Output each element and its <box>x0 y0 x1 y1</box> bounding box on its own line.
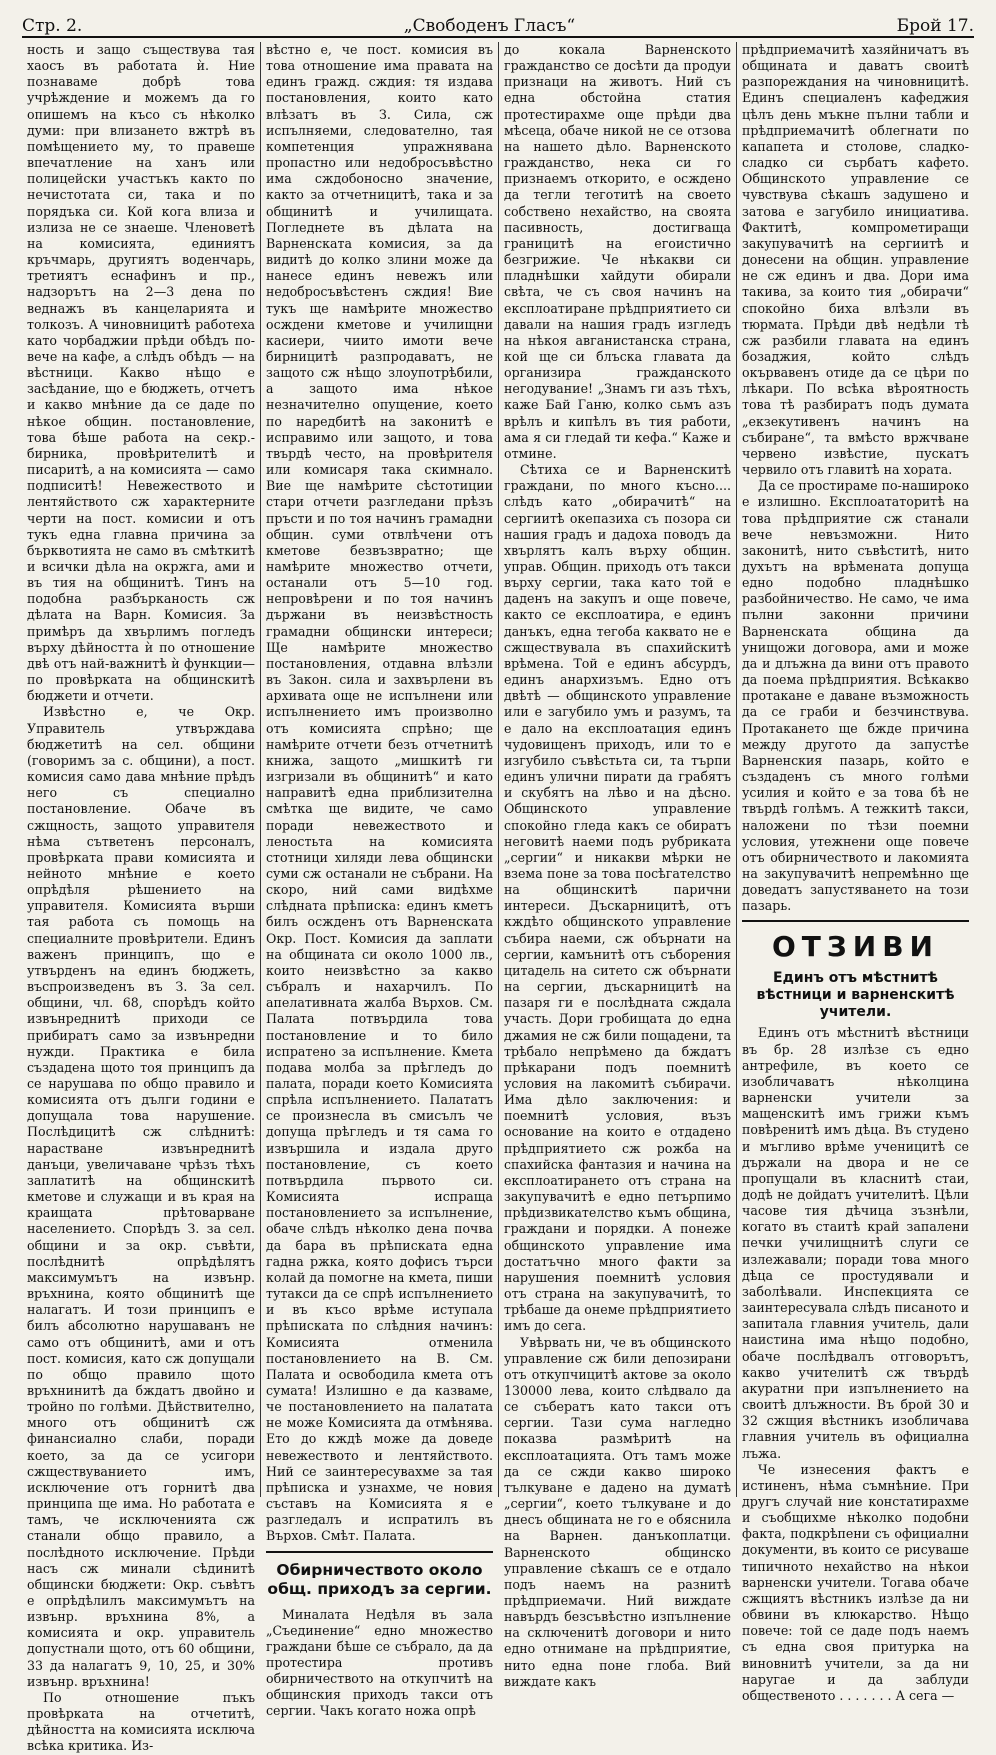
paragraph: Че изнесения фактъ е истиненъ, нѣма съмнѣние. При другъ случай ние констатирахме и съобщихме нѣколко подобни факта, подкрѣпени съ официални документи, въ които се рисуваше типичното нехайство на нѣкои варненски учители. Тогава обаче сжщиятъ вѣстникъ излѣзе да ни обвини въ клюкарство. Нѣщо повече: той се даде подъ наемъ съ една своя притурка на виновнитѣ учители, за да ни наругае и да заблуди общественото . . . . . . . А сега — <box>742 1461 969 1703</box>
paragraph: до кокала Варненското гражданство се досѣти да продуи признаци на животъ. Ний съ една обстойна статия протестирахме още прѣди два мѣсеца, обаче никой не се отзова на нашето дѣло. Варненското гражданство, нека си го признаемъ откорито, е осждено да тегли теготитѣ на своето собствено нехайство, на своята пасивность, достигваща границитѣ на егоистично безгрижие. Че нѣкакви си пладнѣшки хайдути обирали свѣта, че съ своя начинъ на експлоатиране прѣдприятието си давали на нашия градъ изгледъ на нѣкоя авганистанска страна, кой ще си блъска главата да организира гражданското негодувание! „Знамъ ги азъ тѣхъ, каже Бай Ганю, колко сьмъ азъ врѣлъ и кипѣлъ въ тия работи, ама я си гледай ти кефа.“ Каже и отмине. <box>504 42 731 461</box>
paragraph: Единъ отъ мѣстнитѣ вѣстници въ бр. 28 излѣзе съ едно антрефиле, въ което се изобличаватъ нѣколцина варненски учители за мащенскитѣ имъ грижи къмъ повѣренитѣ имъ дѣца. Въ студено и мъгливо врѣме ученицитѣ се държали на двора и не се пропущали въ класнитѣ стаи, додѣ не дойдатъ учителитѣ. Цѣли часове тия дѣчица зъзнѣли, когато въ стаитѣ край запалени печки училищнитѣ слуги се излежавали; поради това много дѣца се простудявали и заболѣвали. Инспекцията се заинтересувала слѣдъ писаното и запитала главния учитель, дали наистина има нѣщо подобно, обаче послѣдвалъ отговорътъ, какво учителитѣ сж твърдѣ акуратни при изпълнението на своитѣ длъжности. Въ брой 30 и 32 сжщия вѣстникъ изобличава главния учитель въ официална лъжа. <box>742 1025 969 1461</box>
paragraph: вѣстно е, че пост. комисия въ това отношение има правата на единъ гражд. сждия: тя издава постановления, които като влѣзатъ въ З. Сила, сж испълняеми, следователно, тая компетенция упражнявана пропастно или недобросъвѣстно има сждобоносно значение, както за отчетницитѣ, така и за общинитѣ и училищата. Погледнете въ дѣлата на Варненската комисия, за да видитѣ до колко злини може да нанесе единъ невежъ или недобросъвѣстенъ сждия! Вие тукъ ще намѣрите множество осждени кметове и училищни касиери, чиито имоти вече бирницитѣ разпродаватъ, не защото сж нѣщо злоупотрѣбили, а защото има нѣкое незначително опущение, което по наредбитѣ на законитѣ е исправимо или защото, и това твърдѣ често, на провѣрителя или комисаря така скимнало. Вие ще намѣрите сѣстотиции стари отчети разгледани прѣзъ пръсти и по тоя начинъ грамадни общин. суми отвлѣчени отъ кметове безвъзвратно; ще намѣрите множество отчети, останали отъ 5—10 год. непровѣрени и по тоя начинъ държани въ неизвѣстность грамадни общински интереси; Ще намѣрите множество постановления, отдавна влѣзли въ Закон. сила и захвърлени въ архивата още не испълнени или испълнението имъ произволно отъ комисията спрѣно; ще намѣрите отчети безъ отчетнитѣ книжа, защото „мишкитѣ ги изгризали въ общинитѣ“ и като направитѣ една приблизителна смѣтка ще видите, че само поради невежеството и леностьта на комисията стотници хиляди лева общински суми сж останали не събрани. На скоро, ний сами видѣхме слѣдната прѣписка: единъ кметъ билъ осжденъ отъ Варненската Окр. Пост. Комисия да заплати на общината си около 1000 лв., които неизвѣстно за какво събралъ и нахарчилъ. По апелативната жалба Върхов. См. Палата потвърдила това постановление и то било испратено за испълнение. Кмета подава молба за прѣгледъ до палата, поради което Комисията спрѣла испълнението. Палататъ се произнесла въ смисълъ че допуща прѣгледъ и тя сама го извършила и издала друго постановление, съ което потвърдила първото си. Комисията испраща постановлението за испълнение, обаче слѣдъ нѣколко дена почва да бара въ прѣписката една гадна ржка, която дофисъ търси колай да помогне на кмета, пиши тутакси да се спрѣ испълнението и въ късо врѣме иступала прѣписката по слѣдния начинъ: Комисията отменила постановлението на В. См. Палата и освободила кмета отъ сумата! Излишно е да казваме, че постановлението на палатата не може Комисията да отмѣнява. Ето до кждѣ може да доведе невежеството и лентяйството. Ний се заинтересувахме за тая прѣписка и узнахме, че новия съставъ на Комисията я е разгледалъ и испратилъ въ Върхов. Смѣт. Палата. <box>266 42 493 1544</box>
section-divider <box>266 1551 493 1553</box>
text-columns <box>22 42 974 1754</box>
column-3 <box>498 42 736 1689</box>
paragraph: Извѣстно е, че Окр. Управитель утвърждава бюджетитѣ на сел. общини (говоримъ за с. общини), а пост. комисия само дава мнѣние прѣдъ него съ специално постановление. Обаче въ сжщность, защото управителя нѣма сътветенъ персоналъ, провѣрката прави комисията и нейното мнѣние е което опрѣдѣля рѣшението на управителя. Комисията върши тая работа съ помощь на специалните провѣрители. Единъ важенъ принципъ, що е утвърденъ на единъ бюджеть, въспроизведенъ въ З. За сел. общини, чл. 68, спорѣдъ който извънреднитѣ приходи се прибиратъ само за извънредни нужди. Практика е била създадена щото тоя принципъ да се нарушава по общо правило и комисията отъ дълги години е допущала това нарушение. Послѣдицитѣ сж слѣднитѣ: нарастване извънреднитѣ данъци, увеличаване чрѣзъ тѣхъ заплатитѣ на общинскитѣ кметове и служащи и въ края на краищата прѣтоварване населението. Спорѣдъ З. за сел. общини и за окр. съвѣти, послѣднитѣ опрѣдѣлятъ максимумътъ на извънр. връхнина, която общинитѣ ще налагатъ. И този принципъ е билъ абсолютно нарушаванъ не само отъ общинитѣ, ами и отъ пост. комисия, като сж допущали по общо правило щото връхнинитѣ да бждатъ двойно и тройно по голѣми. Дѣйствително, много отъ общинитѣ сж финансиално слаби, поради което, за да се усигори сжществуванието имъ, исключение отъ горнитѣ два принципа ще има. Но работата е тамъ, че исключенията сж станали общо правило, а послѣдното исключение. Прѣди насъ сж минали сѣдинитѣ общински бюджети: Окр. съвѣтъ е опрѣдѣлилъ максимумътъ на извънр. връхнина 8%, а комисията и окр. управитель допустнали щото, отъ 60 общини, 33 да налагатъ 9, 10, 25, и 30% извънр. връхнина! <box>27 704 255 1689</box>
article-subtitle: Единъ отъ мѣстнитѣ вѣстници и варненскитѣ учители. <box>756 970 955 1021</box>
paragraph: Увѣрвать ни, че въ общинското управление сж били депозирани отъ откупчицитѣ актове за около 130000 лева, които слѣдвало да се събератъ като такси отъ сергии. Тази сума нагледно показва размѣритѣ на експлоатацията. Отъ тамъ може да се сжди какво широко тълкуване е дадено на думатѣ „сергии“, което тълкуване и до днесъ общината не го е обяснила на Варнен. данъкоплатци. Варненското общинско управление сѣкашъ се е отдало подъ наемъ на разнитѣ прѣдприемачи. Ний виждате навърдъ безсъвѣстно изпълнение на сключенитѣ договори и нито едно отнимане на прѣдприятие, нито една поне глоба. Вий виждате какъ <box>504 1334 731 1689</box>
article-headline: Обирничеството около общ. приходъ за сергии. <box>267 1560 492 1598</box>
paragraph: Миналата Недѣля въ зала „Съединение“ едно множество граждани бѣше се събрало, да да протестира противъ обирничеството на откупчитѣ на общинския приходъ такси отъ сергии. Чакъ когато ножа опрѣ <box>266 1606 493 1719</box>
column-1 <box>22 42 260 1754</box>
paragraph: По отношение пъкъ провѣрката на отчетитѣ, дѣйността на комисията исключа всѣка критика. Из- <box>27 1689 255 1754</box>
paragraph: Да се простираме по-нашироко е излишно. Експлоататоритѣ на това прѣдприятие сж станали вече невъзможни. Нито законитѣ, нито съвѣститѣ, нито духътъ на врѣмената допуща едно подобно пладнѣшко разбойничество. Не само, че има пълни законни причини Варненската община да унищожи договора, ами и може да и длъжна да вини отъ правото да поема прѣдприятия. Всѣкакво протакане е даване възможность да се граби и безчинствува. Протакането ще бжде причина между другото да запустѣе Варненския пазарь, който е създаденъ съ много голѣми усилия и който е за това бѣ не твърдѣ голѣмъ. А тежкитѣ такси, наложени по тѣзи поемни условия, утежнени още повече отъ обирничеството и лакомията на закупувачитѣ непремѣнно ще доведатъ запустяването на този пазарь. <box>742 478 969 914</box>
column-2 <box>260 42 498 1719</box>
issue-number: Брой 17. <box>896 16 974 36</box>
section-divider <box>742 920 969 922</box>
page-header <box>22 6 974 38</box>
paragraph: ность и защо съществува тая хаосъ въ работата ѝ. Ние познаваме добрѣ това учрѣждение и можемъ да го опишемъ на късо съ нѣколко думи: при влизането вжтрѣ въ помѣщението му, то правеше впечатление на ханъ или полицейски участъкъ както по нечистотата си, така и по порядъка си. Кой кога влиза и излиза не се знаеше. Членоветѣ на комисията, единиятъ кръчмарь, другиятъ воденчарь, третиятъ еснафинъ и пр., надзорътъ на 2—3 дена по веднажъ въ канцеларията и толкозъ. А чиновницитѣ работеха като чорбаджии прѣди обѣдъ по-вече на кафе, а слѣдъ обѣдъ — на вѣстници. Какво нѣщо е засѣдание, що е бюджеть, отчетъ и какво мнѣние да се даде по нѣкое общин. постановление, това бѣше работа на секр.-бирника, провѣрителитѣ и писаритѣ, а на комисията — само подписитѣ! Невежеството и лентяйството сж характерните черти на пост. комисии и отъ тукъ една главна причина за бърквотията не само въ смѣткитѣ и всички дѣла на окржга, ами и въ тия на общинитѣ. Тинъ на подобна разбърканость сж дѣлата на Варн. Комисия. За примѣръ да хвърлимъ погледъ върху дѣйността ѝ по отношение двѣ отъ най-важнитѣ ѝ функции—по провѣрката на общинскитѣ бюджети и отчети. <box>27 42 255 704</box>
paragraph: прѣдприемачитѣ хазяйничатъ въ общината и даватъ своитѣ разпореждания на чиновницитѣ. Единъ специаленъ кафеджия цѣлъ день мъкне пълни табли и прѣдприемачитѣ облегнати по капапета и столове, сладко-сладко си сърбатъ кафето. Общинското управление се чувствува сѣкашъ задушено и затова е загубило инициатива. Фактитѣ, компрометиращи закупувачитѣ на сергиитѣ и донесени на общин. управление не сж единъ и два. Дори има такива, за които тия „обирачи“ спокойно биха влѣзли въ тюрмата. Прѣди двѣ недѣли тѣ сж разбили главата на единъ бозаджия, който слѣдъ окървавенъ отиде да се цѣри по лѣкари. По всѣка вѣроятность това тѣ разбиратъ подъ думата „екзекутивенъ начинъ на събиране“, та вмѣсто вржчване червено извѣстие, пускатъ червило отъ главитѣ на хората. <box>742 42 969 478</box>
column-4 <box>736 42 974 1703</box>
page-number: Стр. 2. <box>22 16 83 36</box>
section-title: ОТЗИВИ <box>771 930 939 964</box>
newspaper-name: „Свободенъ Гласъ“ <box>403 16 576 36</box>
paragraph: Сѣтиха се и Варненскитѣ граждани, по много късно.... слѣдъ като „обирачитѣ“ на сергиитѣ окепазиха съ позора си нашия градъ и дадоха поводъ да хвърлятъ калъ върху общин. управ. Общин. приходъ отъ такси върху сергии, така като той е даденъ на закупъ и още повече, както се експлоатира, е единъ данъкъ, една тегоба каквато не е сжществувала въ спахийскитѣ врѣмена. Той е единъ абсурдъ, единъ анархизъмъ. Едно отъ двѣтѣ — общинското управление или е загубило умъ и разумъ, та е дало на експлоатация единъ чудовищенъ приходъ, или то е изгубило съвѣстьта си, та търпи единъ улични пирати да грабятъ и скубятъ на лѣво и на дѣсно. Общинското управление спокойно гледа какъ се обиратъ неговитѣ наеми подъ рубриката „сергии“ и никакви мѣрки не взема поне за това посѣгателство на общинскитѣ парични интереси. Дъскарницитѣ, отъ кждѣто общинското управление събира наеми, сж обърнати на сергии, камънитѣ отъ съборения цитадель на ситето сж обърнати на сергии, дъскарницитѣ на пазаря ги е послѣдната сждала участь. Дори гробищата до една джамия не сж били пощадени, та трѣбало непрѣмено да бждатъ прѣкарани подъ поемнитѣ условия на лакомитѣ събирачи. Има дѣло заключения: и поемнитѣ условия, възъ основание на които е отдадено прѣдприятието сж рожба на спахийска фантазия и начина на експлоатирането отъ страна на закупувачитѣ е едно петърпимо прѣдизвикателство къмъ община, граждани и порядки. А понеже общинското управление има достатъчно много факти за нарушения поемнитѣ условия отъ страна на закупувачитѣ, то трѣбаше да онеме прѣдприятието имъ до сега. <box>504 462 731 1334</box>
